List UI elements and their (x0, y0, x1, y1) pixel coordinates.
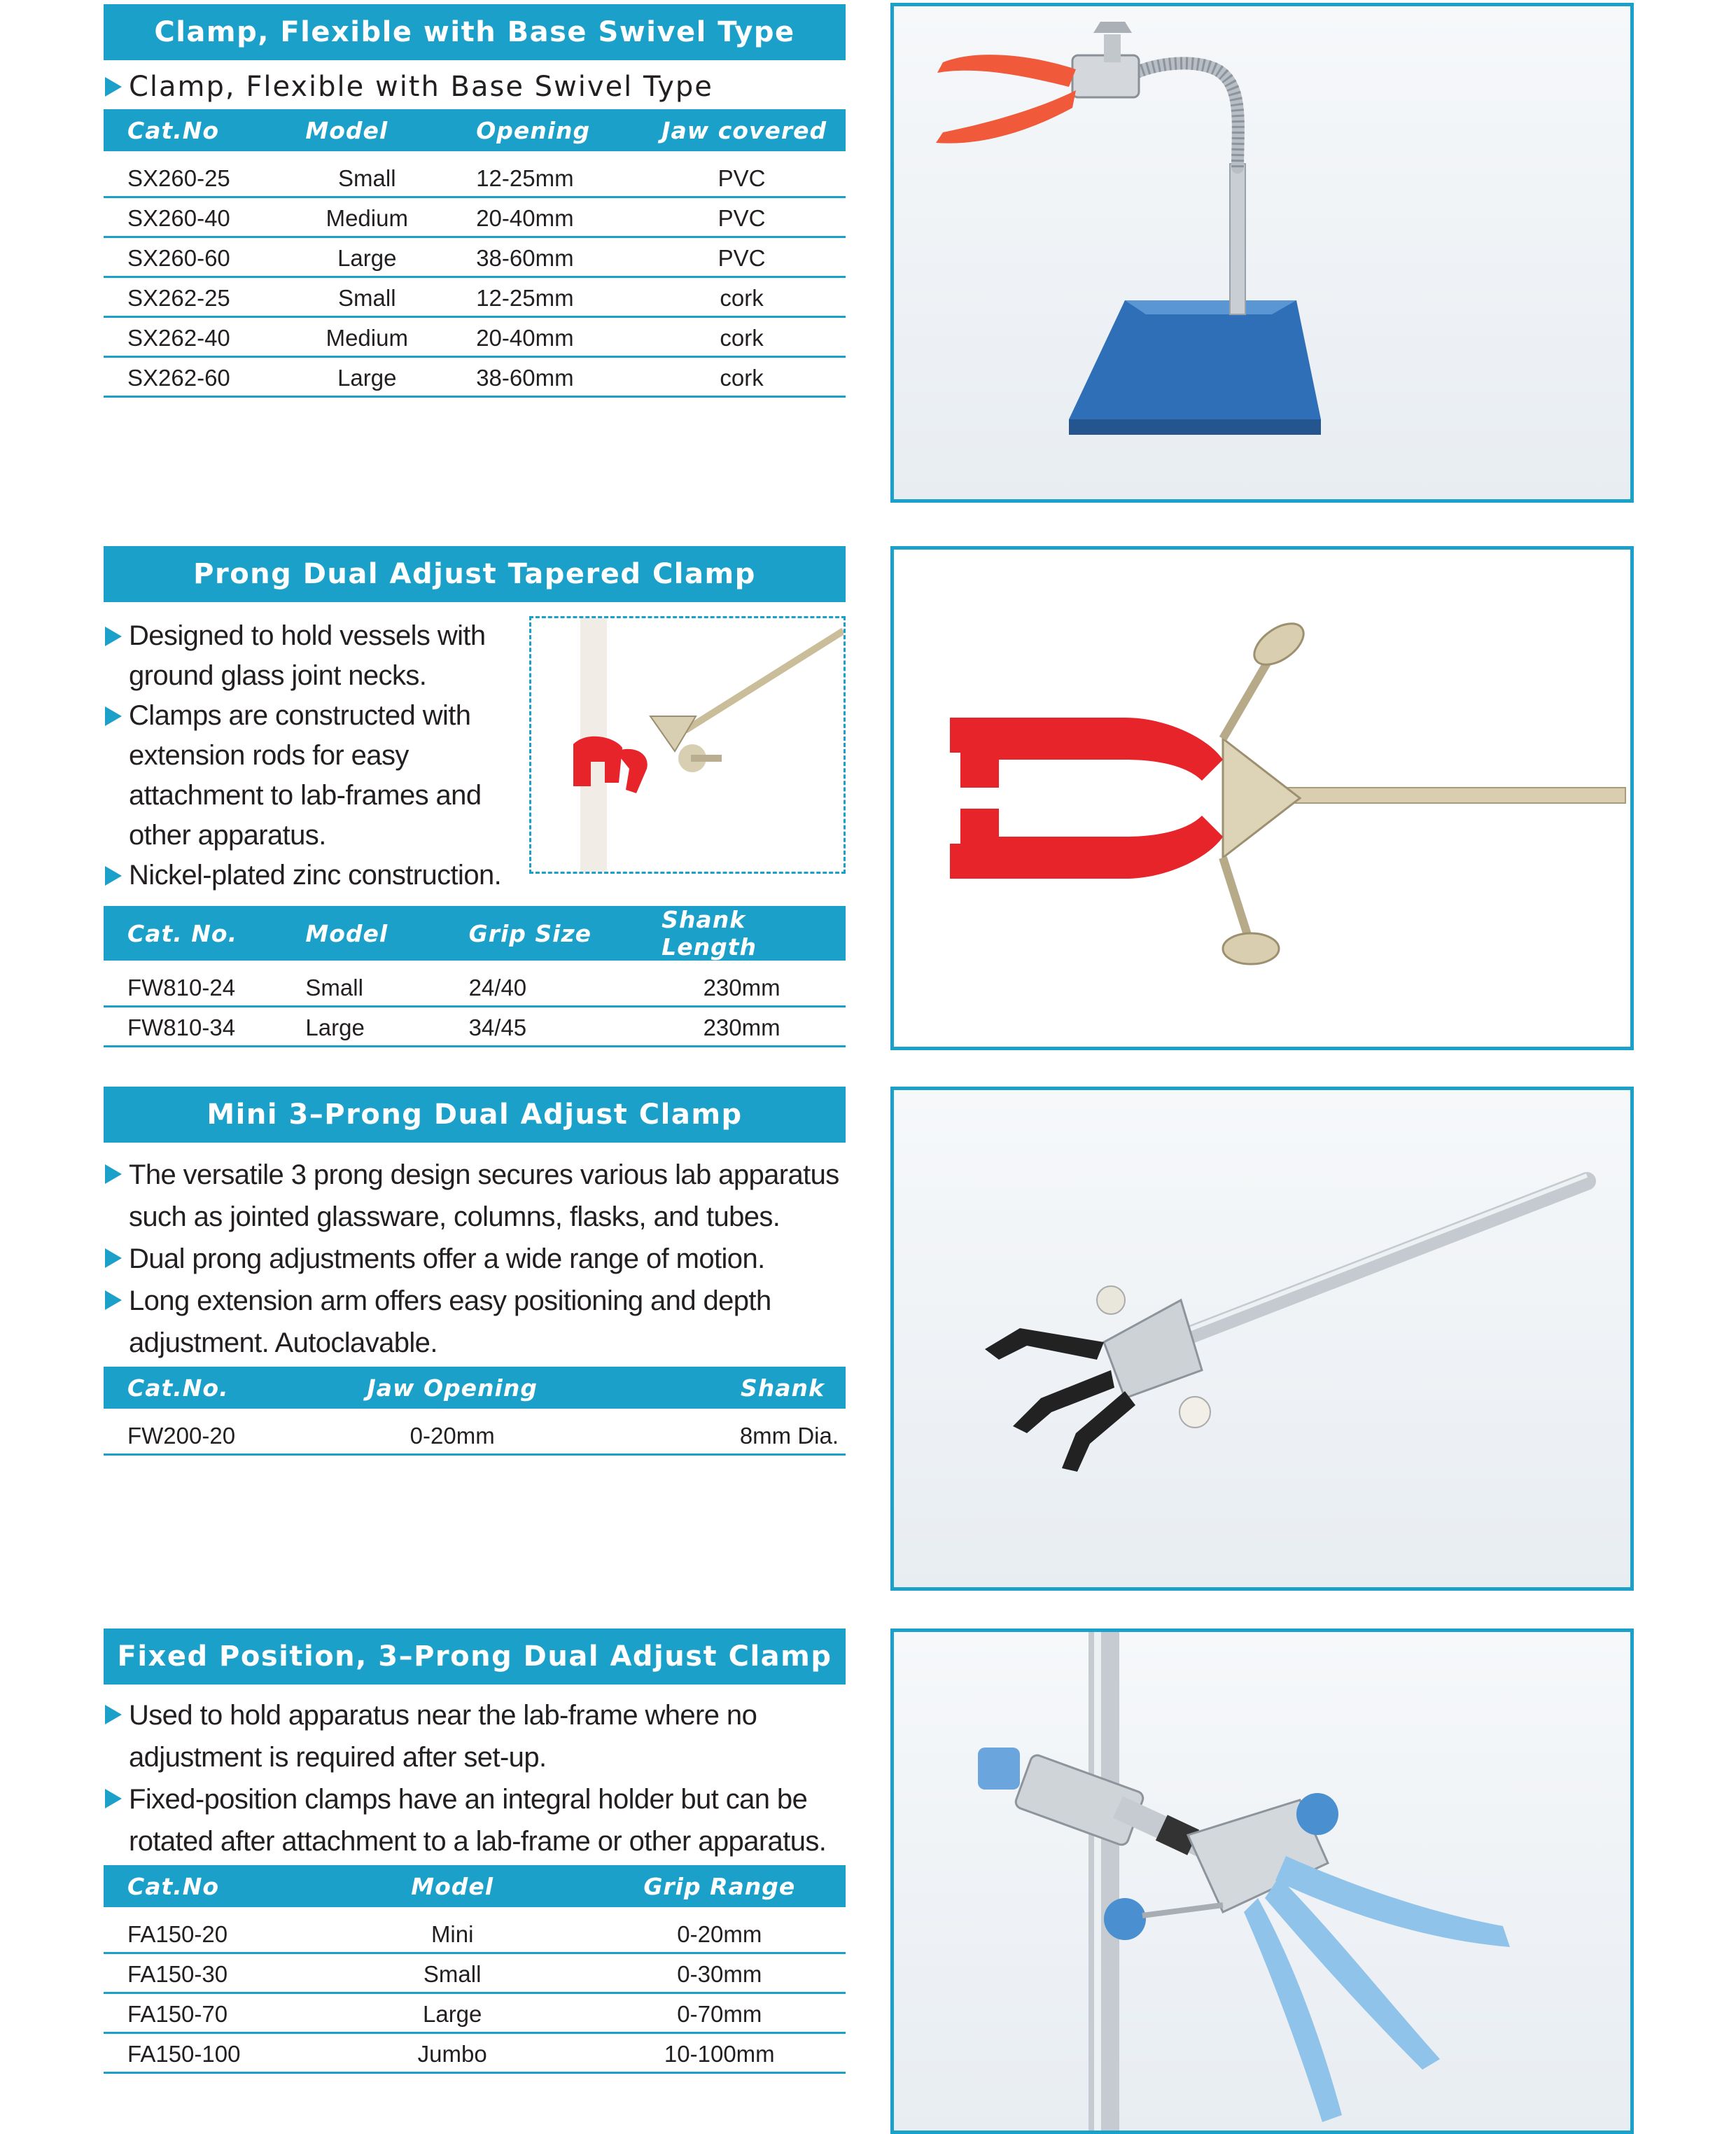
table-cell: cork (638, 317, 846, 357)
table-cell: SX260-40 (104, 197, 281, 237)
table-cell: Large (281, 1007, 444, 1047)
product-photo-flexible-clamp (890, 3, 1634, 503)
column-header: Model (312, 1865, 594, 1907)
section-title: Mini 3–Prong Dual Adjust Clamp (104, 1087, 846, 1143)
table-cell: 8mm Dia. (594, 1416, 846, 1455)
table-row (104, 1416, 846, 1455)
table-cell: cork (638, 277, 846, 317)
product-photo-fixed-clamp (890, 1629, 1634, 2134)
section-title: Prong Dual Adjust Tapered Clamp (104, 546, 846, 602)
feature-item: Used to hold apparatus near the lab-frame where no adjustment is required after set-up. (104, 1694, 801, 1778)
column-header: Shank Length (638, 906, 846, 961)
table-cell: 10-100mm (594, 2033, 846, 2073)
table-cell: 12-25mm (452, 158, 638, 197)
table-cell: 12-25mm (452, 277, 638, 317)
feature-list (104, 1694, 860, 1862)
table-cell: 38-60mm (452, 237, 638, 277)
table-row (104, 1914, 846, 1953)
feature-item: Long extension arm offers easy positioning and depth adjustment. Autoclavable. (104, 1280, 843, 1364)
column-header: Cat.No. (104, 1367, 312, 1409)
table-header-row (104, 1865, 846, 1907)
table-cell: 0-20mm (312, 1416, 594, 1455)
table-cell: Large (312, 1993, 594, 2033)
column-header: Grip Size (445, 906, 638, 961)
table-cell: SX262-60 (104, 357, 281, 397)
table-row (104, 357, 846, 397)
table-row (104, 158, 846, 197)
table-cell: Jumbo (312, 2033, 594, 2073)
feature-item: The versatile 3 prong design secures various lab apparatus such as jointed glassware, columns, flasks, and tubes. (104, 1154, 860, 1238)
table-cell: PVC (638, 158, 846, 197)
section-fixed-clamp (104, 1629, 846, 2074)
table-cell: FA150-100 (104, 2033, 312, 2073)
spec-table (104, 1367, 846, 1456)
table-cell: Mini (312, 1914, 594, 1953)
table-cell: SX262-40 (104, 317, 281, 357)
table-cell: SX262-25 (104, 277, 281, 317)
spec-table (104, 1865, 846, 2074)
table-row (104, 1007, 846, 1047)
table-cell: Medium (281, 317, 452, 357)
table-header-row (104, 1367, 846, 1409)
column-header: Jaw Opening (312, 1367, 594, 1409)
section-title: Fixed Position, 3–Prong Dual Adjust Clamp (104, 1629, 846, 1685)
column-header: Cat. No. (104, 906, 281, 961)
column-header: Grip Range (594, 1865, 846, 1907)
column-header: Jaw covered (638, 109, 846, 151)
feature-item: Nickel-plated zinc construction. (104, 856, 619, 895)
table-row (104, 1993, 846, 2033)
column-header: Cat.No (104, 109, 281, 151)
table-header-row (104, 906, 846, 961)
feature-item: Fixed-position clamps have an integral holder but can be rotated after attachment to a lab-frame or other apparatus. (104, 1778, 860, 1862)
section-tapered-clamp (104, 546, 846, 1047)
table-cell: 38-60mm (452, 357, 638, 397)
table-cell: Small (312, 1953, 594, 1993)
feature-item: Dual prong adjustments offer a wide range of motion. (104, 1238, 860, 1280)
table-cell: 0-70mm (594, 1993, 846, 2033)
table-header-row (104, 109, 846, 151)
table-cell: SX260-25 (104, 158, 281, 197)
column-header: Model (281, 906, 444, 961)
table-cell: Small (281, 277, 452, 317)
section-mini-clamp (104, 1087, 846, 1456)
table-cell: PVC (638, 237, 846, 277)
table-cell: Large (281, 237, 452, 277)
table-cell: Small (281, 158, 452, 197)
feature-list (104, 1154, 860, 1364)
inset-photo (529, 616, 846, 874)
feature-list (104, 616, 524, 896)
table-cell: PVC (638, 197, 846, 237)
table-row (104, 237, 846, 277)
product-photo-mini-clamp (890, 1087, 1634, 1591)
table-cell: FA150-20 (104, 1914, 312, 1953)
column-header: Shank (594, 1367, 846, 1409)
table-cell: 20-40mm (452, 197, 638, 237)
spec-table (104, 109, 846, 398)
table-cell: Large (281, 357, 452, 397)
table-row (104, 1953, 846, 1993)
table-cell: 230mm (638, 968, 846, 1007)
feature-item: Clamps are constructed with extension rods for easy attachment to lab-frames and other apparatus. (104, 696, 524, 856)
table-row (104, 277, 846, 317)
feature-item: Designed to hold vessels with ground glass joint necks. (104, 616, 524, 696)
table-row (104, 197, 846, 237)
section-title: Clamp, Flexible with Base Swivel Type (104, 4, 846, 60)
table-cell: 0-20mm (594, 1914, 846, 1953)
table-cell: FW810-24 (104, 968, 281, 1007)
table-cell: SX260-60 (104, 237, 281, 277)
table-cell: 34/45 (445, 1007, 638, 1047)
table-cell: FA150-70 (104, 1993, 312, 2033)
product-photo-tapered-clamp (890, 546, 1634, 1050)
table-cell: Medium (281, 197, 452, 237)
section-subtitle: Clamp, Flexible with Base Swivel Type (104, 64, 846, 109)
table-cell: 230mm (638, 1007, 846, 1047)
table-row (104, 2033, 846, 2073)
table-row (104, 317, 846, 357)
column-header: Model (281, 109, 452, 151)
section-flexible-clamp (104, 4, 846, 398)
table-cell: 0-30mm (594, 1953, 846, 1993)
table-row (104, 968, 846, 1007)
table-cell: cork (638, 357, 846, 397)
table-cell: FW200-20 (104, 1416, 312, 1455)
column-header: Cat.No (104, 1865, 312, 1907)
table-cell: Small (281, 968, 444, 1007)
column-header: Opening (452, 109, 638, 151)
table-cell: FW810-34 (104, 1007, 281, 1047)
table-cell: FA150-30 (104, 1953, 312, 1993)
table-cell: 24/40 (445, 968, 638, 1007)
table-cell: 20-40mm (452, 317, 638, 357)
spec-table (104, 906, 846, 1047)
